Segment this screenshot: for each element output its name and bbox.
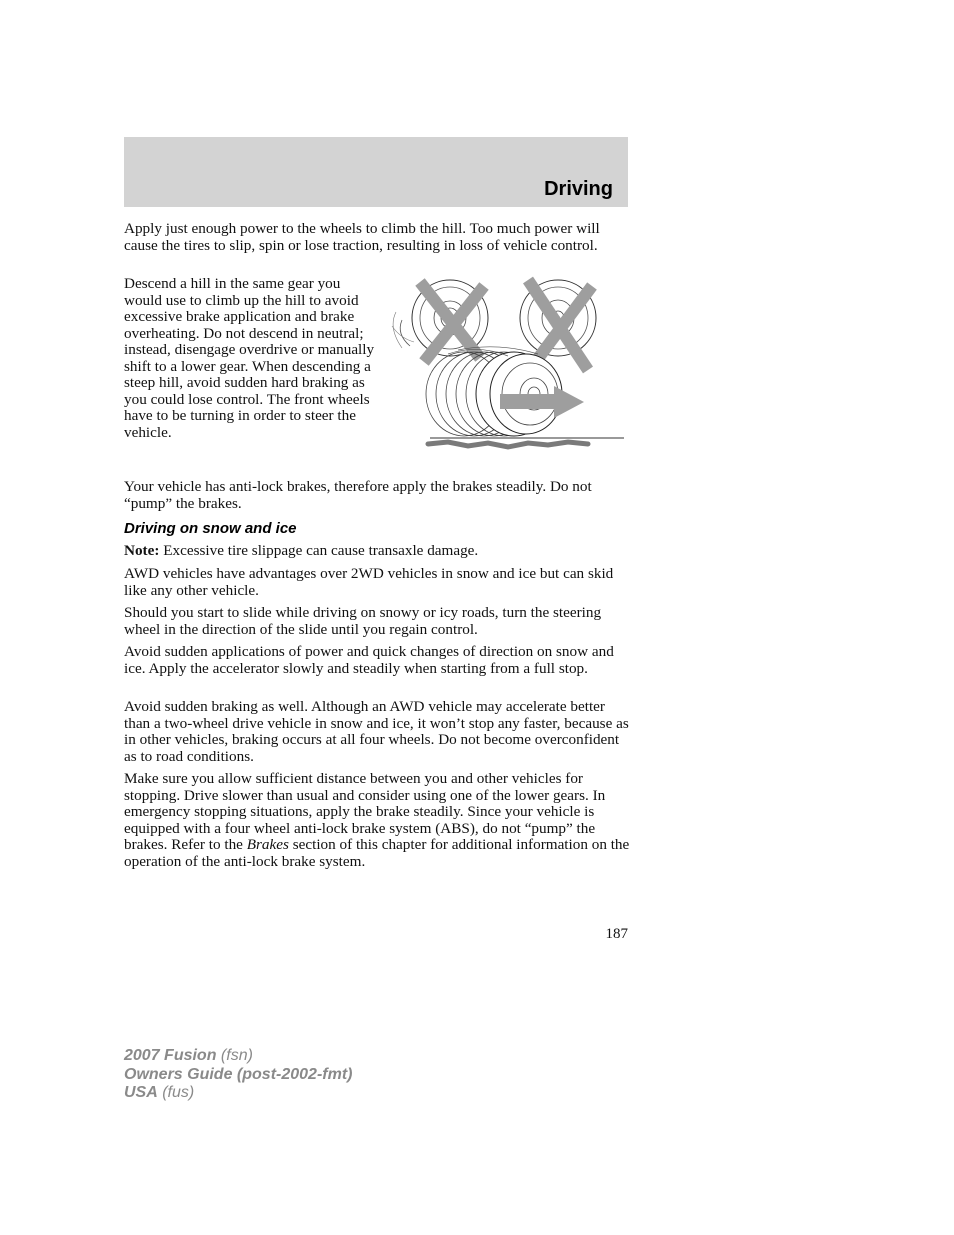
note-text: Excessive tire slippage can cause transaxle damage. <box>159 542 479 559</box>
paragraph-slide: Should you start to slide while driving on snowy or icy roads, turn the steering wheel in the direction of the slide until you regain control. <box>124 604 602 638</box>
paragraph-descend-hill: Descend a hill in the same gear you would use to climb up the hill to avoid excessive brake application and brake overheating. Do not descend in neutral; instead, disengage overdrive or manually shift to a lower gear. When descending a steep hill, avoid sudden hard braking as you could lose control. The front wheels have to be turning in order to steer the vehicle. <box>124 275 375 441</box>
brakes-reference: Brakes <box>246 836 289 853</box>
footer-line-market <box>124 1084 352 1103</box>
paragraph-avoid-power: Avoid sudden applications of power and quick changes of direction on snow and ice. Apply the accelerator slowly and steadily when starting from a full stop. <box>124 643 614 677</box>
footer-guide: Owners Guide (post-2002-fmt) <box>124 1065 353 1083</box>
paragraph-avoid-braking: Avoid sudden braking as well. Although an AWD vehicle may accelerate better than a two-wheel drive vehicle in snow and ice, it won’t stop any faster, because as in other vehicles, braking occurs at all four wheels. Do not become overconfident as to road conditions. <box>124 698 629 765</box>
section-header-band <box>124 137 628 207</box>
footer-market-code: (fus) <box>157 1084 195 1101</box>
rolling-tire-icon <box>426 347 562 436</box>
tire-traction-illustration <box>388 276 628 462</box>
footer-model-code: (fsn) <box>216 1047 253 1064</box>
paragraph-note <box>124 543 630 560</box>
stopping-text-a: Make sure you allow sufficient distance between you and other vehicles for stopping. Drive slower than usual and consider using one of the lower gears. In emergency stopping situations, apply the brake steadily. Since your vehicle is equipped with a four wheel anti-lock brake system (ABS), do not “pump” the brakes. Refer to the <box>124 770 606 853</box>
paragraph-stopping-distance <box>124 771 630 870</box>
page-number: 187 <box>605 926 628 942</box>
paragraph-awd: AWD vehicles have advantages over 2WD vehicles in snow and ice but can skid like any other vehicle. <box>124 565 614 599</box>
subheading-snow-ice: Driving on snow and ice <box>124 520 297 537</box>
footer-market: USA <box>124 1084 158 1101</box>
stopping-text-b: section of this chapter for additional information on the operation of the anti-lock brake system. <box>124 836 630 870</box>
footer-model: 2007 Fusion <box>124 1047 217 1064</box>
note-label: Note: <box>124 542 160 559</box>
footer-line-model <box>124 1047 352 1066</box>
section-title: Driving <box>544 178 613 200</box>
tire-illustration-svg <box>388 276 628 462</box>
x-mark-icon <box>420 282 484 362</box>
paragraph-climb-hill: Apply just enough power to the wheels to climb the hill. Too much power will cause the tires to slip, spin or lose traction, resulting in loss of vehicle control. <box>124 220 600 254</box>
tire-track-marks <box>428 442 588 447</box>
paragraph-anti-lock-brakes: Your vehicle has anti-lock brakes, therefore apply the brakes steadily. Do not “pump” the brakes. <box>124 478 592 512</box>
footer-line-guide <box>124 1066 352 1085</box>
document-footer <box>124 1047 352 1103</box>
